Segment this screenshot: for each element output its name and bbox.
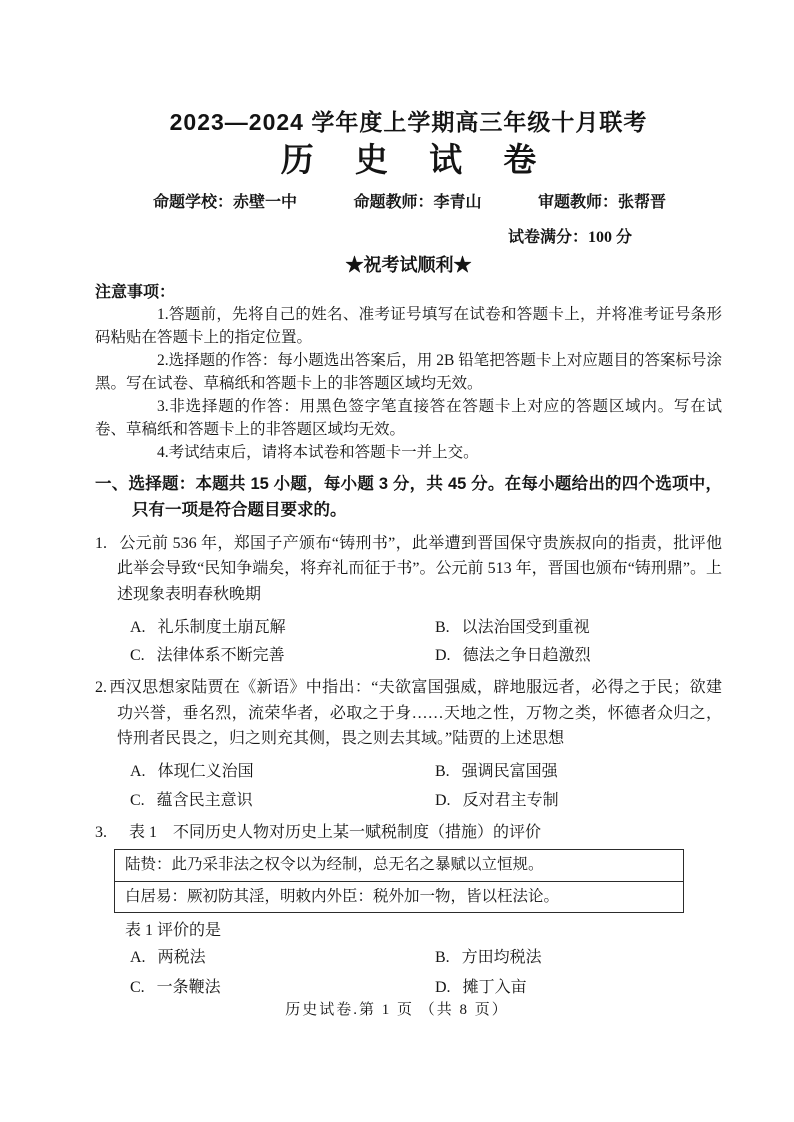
question-2-text: 西汉思想家陆贾在《新语》中指出：“夫欲富国强威，辟地服远者，必得之于民；欲建功兴誉，垂名烈，流荣华者，必取之于身……天地之性，万物之类，怀德者众归之，恃刑者民畏之，归之则充其侧，畏之则去其域。”陆贾的上述思想 <box>109 679 722 748</box>
notice-item-2: 2.选择题的作答：每小题选出答案后，用 2B 铅笔把答题卡上对应题目的答案标号涂黑。写在试卷、草稿纸和答题卡上的非答题区域均无效。 <box>95 352 722 392</box>
question-1-options <box>130 618 722 668</box>
notice-item-3: 3.非选择题的作答：用黑色签字笔直接答在答题卡上对应的答题区域内。写在试卷、草稿纸和答题卡上的非答题区域均无效。 <box>95 397 722 438</box>
exam-meta-row <box>153 189 666 212</box>
option-text: 礼乐制度土崩瓦解 <box>157 618 286 636</box>
option-text: 体现仁义治国 <box>157 762 254 780</box>
option-item <box>435 762 722 783</box>
question-2-stem <box>95 675 722 752</box>
question-1-text: 公元前 536 年，郑国子产颁布“铸刑书”，此举遭到晋国保守贵族叔向的指责，批评他此举会导致“民知争端矣，将弃礼而征于书”。公元前 513 年，晋国也颁布“铸刑鼎”。上述现象表明春秋晚期 <box>117 534 722 604</box>
question-3-options <box>130 948 722 999</box>
proposer-school: 命题学校：赤壁一中 <box>153 194 298 212</box>
question-3 <box>95 820 722 999</box>
page-number-footer: 历史试卷.第 1 页 （共 8 页） <box>285 1002 509 1018</box>
option-label: C. <box>130 647 145 665</box>
exam-wish: ★祝考试顺利★ <box>345 255 472 276</box>
table-cell-luzhi-comment: 陆贽：此乃采非法之权令以为经制，总无名之暴赋以立恒规。 <box>115 850 684 881</box>
proposer-teacher: 命题教师：李青山 <box>353 194 482 212</box>
option-item <box>130 978 435 999</box>
question-3-table <box>114 849 684 913</box>
notice-section <box>95 283 722 464</box>
section-one-heading: 一、选择题：本题共 15 小题，每小题 3 分，共 45 分。在每小题给出的四个选项中，只有一项是符合题目要求的。 <box>95 474 722 519</box>
option-item <box>435 646 722 667</box>
option-label: D. <box>435 979 451 997</box>
option-label: B. <box>435 762 450 780</box>
question-2-options <box>130 762 722 812</box>
full-score-note: 试卷满分：100 分 <box>507 229 632 247</box>
option-text: 蕴含民主意识 <box>156 791 253 809</box>
question-2-number: 2. <box>95 679 107 697</box>
table-cell-baijuyi-comment: 白居易：厥初防其淫，明敕内外臣：税外加一物，皆以枉法论。 <box>115 881 684 912</box>
question-3-caption-row <box>95 820 722 846</box>
subject-title: 历 史 试 卷 <box>280 140 553 178</box>
option-item <box>130 791 435 812</box>
notice-item-4: 4.考试结束后，请将本试卷和答题卡一并上交。 <box>157 443 479 461</box>
option-label: C. <box>130 791 145 809</box>
option-text: 一条鞭法 <box>156 979 221 997</box>
question-3-table-caption: 表 1 不同历史人物对历史上某一赋税制度（措施）的评价 <box>129 823 542 841</box>
option-item <box>130 762 435 783</box>
option-item <box>130 618 435 639</box>
question-3-stem-after-table: 表 1 评价的是 <box>125 922 222 940</box>
option-text: 方田均税法 <box>461 949 542 967</box>
option-item <box>435 978 722 999</box>
notice-item-1: 1.答题前，先将自己的姓名、准考证号填写在试卷和答题卡上，并将准考证号条形码粘贴在答题卡上的指定位置。 <box>95 306 722 347</box>
option-label: A. <box>130 762 146 780</box>
option-text: 德法之争日趋激烈 <box>462 647 591 665</box>
option-text: 反对君主专制 <box>462 791 559 809</box>
option-item <box>435 948 722 969</box>
table-row <box>115 881 684 912</box>
option-label: A. <box>130 949 146 967</box>
question-1-stem <box>95 531 722 608</box>
option-text: 摊丁入亩 <box>462 979 527 997</box>
question-1 <box>95 531 722 667</box>
question-3-number: 3. <box>95 823 107 841</box>
question-2 <box>95 675 722 811</box>
question-1-number: 1. <box>95 534 107 552</box>
option-text: 法律体系不断完善 <box>156 647 285 665</box>
table-row <box>115 850 684 881</box>
option-label: D. <box>435 647 451 665</box>
option-label: C. <box>130 979 145 997</box>
option-label: B. <box>435 949 450 967</box>
reviewer-teacher: 审题教师：张帮晋 <box>537 194 666 212</box>
option-text: 以法治国受到重视 <box>461 618 590 636</box>
option-label: B. <box>435 618 450 636</box>
notice-heading: 注意事项： <box>95 284 176 302</box>
exam-session-title: 2023—2024 学年度上学期高三年级十月联考 <box>169 109 648 135</box>
option-text: 两税法 <box>157 949 206 967</box>
option-label: A. <box>130 618 146 636</box>
option-item <box>130 646 435 667</box>
option-text: 强调民富国强 <box>461 762 558 780</box>
option-label: D. <box>435 791 451 809</box>
option-item <box>435 791 722 812</box>
option-item <box>130 948 435 969</box>
option-item <box>435 618 722 639</box>
